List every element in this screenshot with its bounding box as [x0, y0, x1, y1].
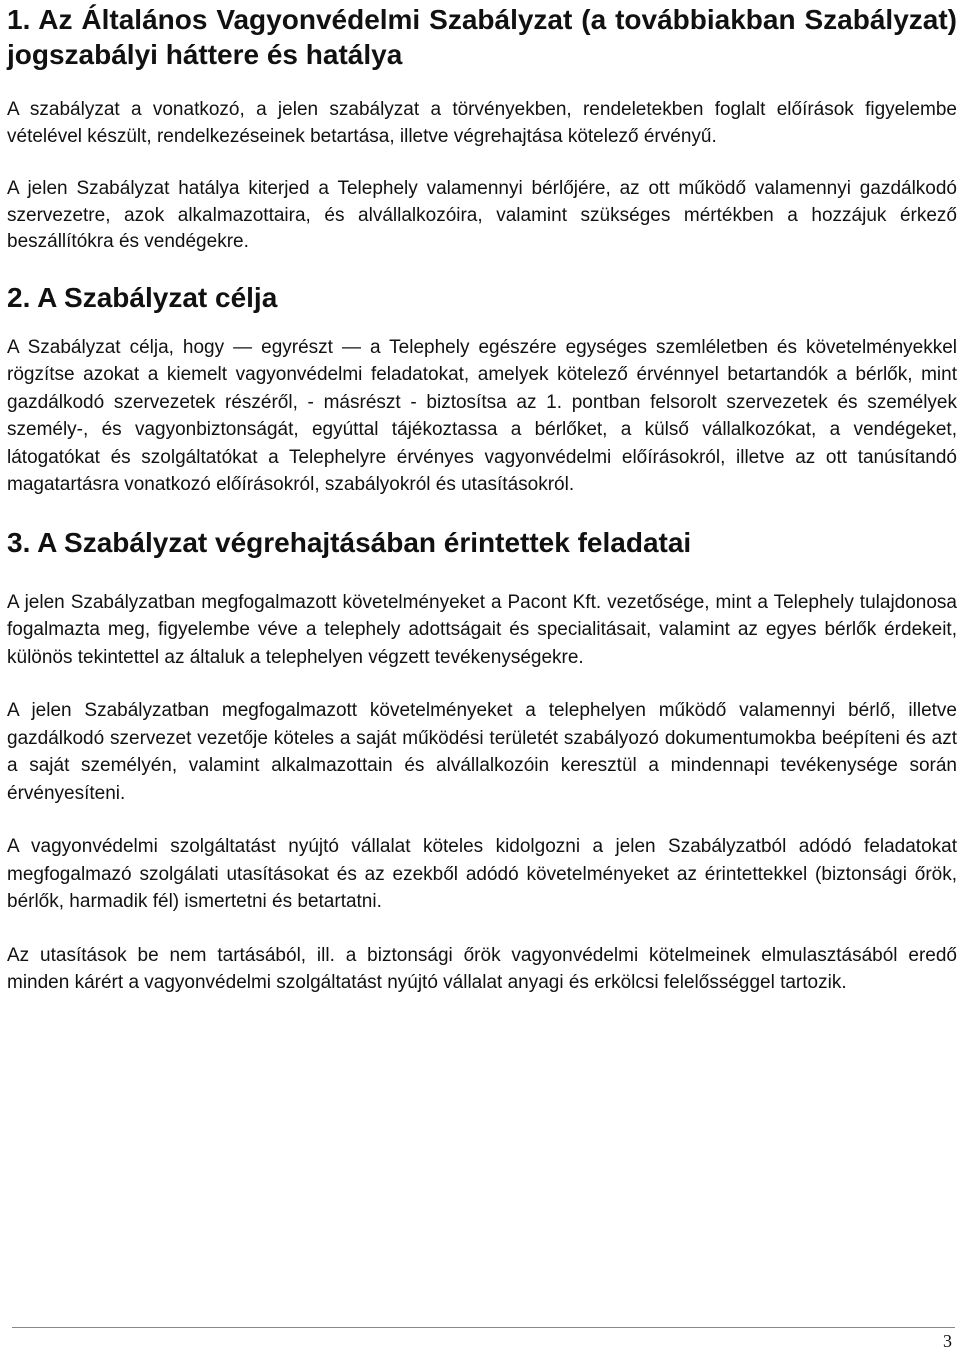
- section-1-paragraph-2: A jelen Szabályzat hatálya kiterjed a Telephely valamennyi bérlőjére, az ott működő valamennyi gazdálkodó szervezetre, azok alkalmazottaira, és alvállalkozóira, valamint szükséges mértékben a hozzájuk érkező beszállítókra és vendégekre.: [7, 178, 957, 252]
- section-1-paragraph-1: A szabályzat a vonatkozó, a jelen szabályzat a törvényekben, rendeletekben foglalt előírások figyelembe vételével készült, rendelkezéseinek betartása, illetve végrehajtása kötelező érvényű.: [7, 99, 957, 147]
- page-number: 3: [943, 1331, 952, 1351]
- section-1-heading: 1. Az Általános Vagyonvédelmi Szabályzat (a továbbiakban Szabályzat) jogszabályi háttere és hatálya: [7, 4, 957, 70]
- section-3-heading: 3. A Szabályzat végrehajtásában érintettek feladatai: [7, 526, 692, 558]
- section-2-paragraph-1: A Szabályzat célja, hogy — egyrészt — a Telephely egészére egységes szemléletben és követelményekkel rögzítse azokat a kiemelt vagyonvédelmi feladatokat, amelyek kötelező érvénnyel betartandók a bérlők, mint gazdálkodó szervezetek részéről, - másrészt - biztosítsa az 1. pontban felsorolt szervezetek és személyek személy-, és vagyonbiztonságát, egyúttal tájékoztassa a bérlőket, a külső vállalkozókat, a vendégeket, látogatókat és szolgáltatókat a Telephelyre érvényes vagyonvédelmi előírásokról, illetve az ott tanúsítandó magatartásra vonatkozó előírásokról, szabályokról és utasításokról.: [7, 336, 957, 495]
- document-content: [7, 0, 957, 997]
- section-2-heading: 2. A Szabályzat célja: [7, 281, 278, 313]
- section-3-paragraph-2: A jelen Szabályzatban megfogalmazott követelményeket a telephelyen működő valamennyi bérlő, illetve gazdálkodó szervezet vezetője köteles a saját működési területét szabályozó dokumentumokba beépíteni és azt a saját személyén, valamint alkalmazottain és alvállalkozóin keresztül a mindennapi tevékenysége során érvényesíteni.: [7, 700, 957, 804]
- section-3-paragraph-3: A vagyonvédelmi szolgáltatást nyújtó vállalat köteles kidolgozni a jelen Szabályzatból adódó feladatokat megfogalmazó szolgálati utasításokat és az ezekből adódó követelményeket az érintettekkel (biztonsági őrök, bérlők, harmadik fél) ismertetni és betartatni.: [7, 836, 957, 912]
- footer-divider: [12, 1327, 955, 1328]
- section-3-paragraph-1: A jelen Szabályzatban megfogalmazott követelményeket a Pacont Kft. vezetősége, mint a Telephely tulajdonosa fogalmazta meg, figyelembe véve a telephely adottságait és specialitásait, valamint az egyes bérlők érdekeit, különös tekintettel az általuk a telephelyen végzett tevékenységekre.: [7, 591, 957, 668]
- section-3-paragraph-4: Az utasítások be nem tartásából, ill. a biztonsági őrök vagyonvédelmi kötelmeinek elmulasztásából eredő minden kárért a vagyonvédelmi szolgáltatást nyújtó vállalat anyagi és erkölcsi felelősséggel tartozik.: [7, 944, 957, 993]
